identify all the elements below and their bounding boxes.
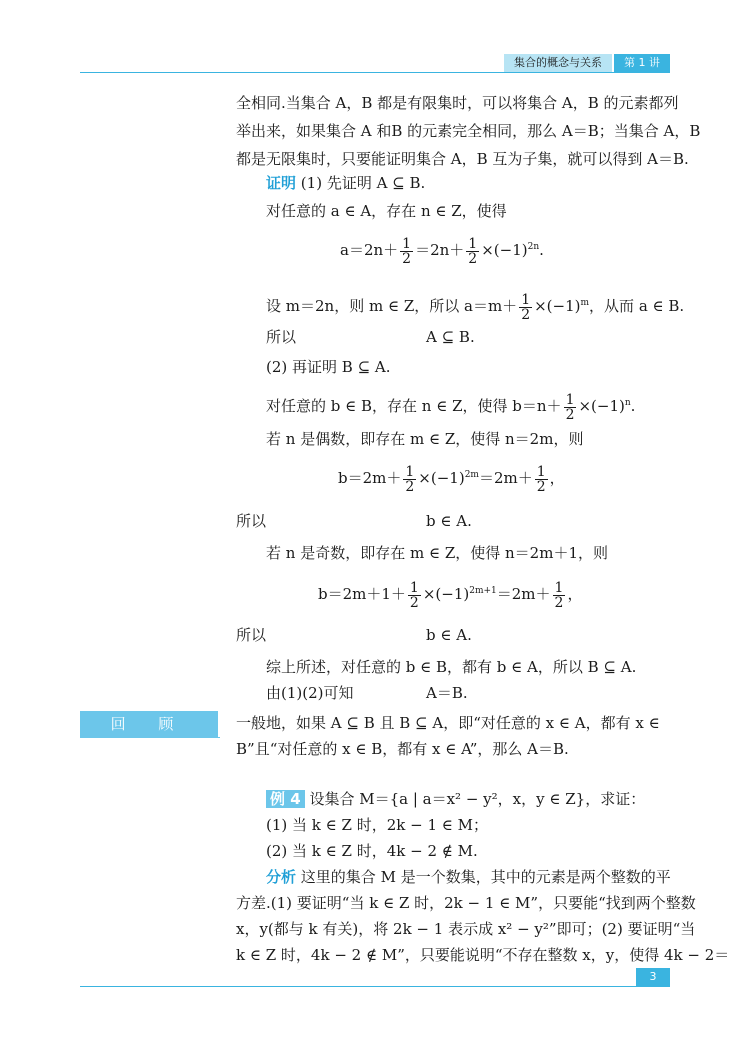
text-line: 综上所述，对任意的 b ∈ B，都有 b ∈ A，所以 B ⊆ A.	[266, 658, 637, 676]
fraction: $\frac{1}{2}$	[554, 579, 564, 611]
eq-part: b＝2m＋1＋	[318, 585, 406, 603]
running-header	[504, 54, 670, 72]
eq-part: a＝2n＋	[340, 241, 399, 259]
exponent: 2n	[527, 242, 540, 252]
eq-part: ＝2n＋	[415, 241, 465, 259]
fraction: $\frac{1}{2}$	[521, 291, 531, 323]
fraction: $\frac{1}{2}$	[402, 235, 412, 267]
eq-part: ，从而 a ∈ B.	[589, 297, 685, 315]
equation-3	[318, 580, 582, 610]
fraction: $\frac{1}{2}$	[405, 463, 415, 495]
lecture-badge: 第 1 讲	[614, 54, 670, 72]
eq-part: ×(−1)	[481, 241, 528, 259]
exponent: 2m+1	[469, 586, 497, 596]
fraction: $\frac{1}{2}$	[409, 579, 419, 611]
proof-line	[266, 172, 425, 194]
text-line: 若 n 是偶数，即存在 m ∈ Z，使得 n＝2m，则	[266, 430, 584, 448]
analysis-text: 这里的集合 M 是一个数集，其中的元素是两个整数的平	[300, 868, 671, 886]
equation-2	[338, 464, 565, 494]
fraction: $\frac{1}{2}$	[565, 391, 575, 423]
analysis-keyword: 分析	[266, 868, 297, 886]
result: A ⊆ B.	[426, 328, 475, 346]
text-line: 方差.(1) 要证明“当 k ∈ Z 时，2k − 1 ∈ M”，只要能“找到两个整数	[236, 894, 696, 912]
text-line: 全相同.当集合 A，B 都是有限集时，可以将集合 A，B 的元素都列	[236, 94, 679, 112]
fraction: $\frac{1}{2}$	[536, 463, 546, 495]
eq-part: b＝2m＋	[338, 469, 402, 487]
text-line: 所以	[266, 328, 297, 346]
page-number: 3	[636, 968, 670, 986]
text-line	[266, 292, 684, 322]
eq-part: ×(−1)	[534, 297, 581, 315]
eq-part: ×(−1)	[418, 469, 465, 487]
text-line: (2) 当 k ∈ Z 时，4k − 2 ∉ M.	[266, 842, 478, 860]
footer-rule	[80, 986, 670, 987]
text-line: 由(1)(2)可知	[266, 684, 354, 702]
section-title: 集合的概念与关系	[504, 54, 612, 72]
eq-part: ，	[549, 469, 565, 487]
result: b ∈ A.	[426, 512, 472, 530]
text-line: 对任意的 a ∈ A，存在 n ∈ Z，使得	[266, 202, 507, 220]
review-label: 回 顾	[80, 711, 218, 737]
text-line: x，y(都与 k 有关)，将 2k − 1 表示成 x² − y²”即可；(2) 要证明“当	[236, 920, 696, 938]
eq-part: ＝2m＋	[496, 585, 551, 603]
review-text: B”且“对任意的 x ∈ B，都有 x ∈ A”，那么 A＝B.	[236, 740, 569, 758]
example-line	[266, 788, 645, 810]
text-line: 所以	[236, 626, 267, 644]
example-text: 设集合 M＝{a | a＝x² − y²，x，y ∈ Z}，求证：	[309, 790, 646, 808]
eq-part: .	[630, 397, 636, 415]
text-line: (1) 当 k ∈ Z 时，2k − 1 ∈ M；	[266, 816, 488, 834]
equation-1	[340, 236, 544, 266]
proof-step-1: (1) 先证明 A ⊆ B.	[300, 174, 426, 192]
eq-part: ×(−1)	[578, 397, 625, 415]
review-rule	[80, 737, 220, 738]
header-rule	[80, 72, 670, 73]
proof-step-2: (2) 再证明 B ⊆ A.	[266, 358, 391, 376]
eq-part: ，	[567, 585, 583, 603]
text-line	[266, 392, 635, 422]
eq-part: .	[539, 241, 544, 259]
proof-keyword: 证明	[266, 174, 297, 192]
review-text: 一般地，如果 A ⊆ B 且 B ⊆ A，即“对任意的 x ∈ A，都有 x ∈	[236, 714, 660, 732]
eq-part: ×(−1)	[422, 585, 470, 603]
fraction: $\frac{1}{2}$	[468, 235, 478, 267]
text-line: 都是无限集时，只要能证明集合 A，B 互为子集，就可以得到 A＝B.	[236, 150, 689, 168]
eq-part: 设 m＝2n，则 m ∈ Z，所以 a＝m＋	[266, 297, 518, 315]
eq-part: 对任意的 b ∈ B，存在 n ∈ Z，使得 b＝n＋	[266, 397, 562, 415]
eq-part: ＝2m＋	[478, 469, 533, 487]
result: A＝B.	[426, 684, 468, 702]
text-line: 若 n 是奇数，即存在 m ∈ Z，使得 n＝2m＋1，则	[266, 544, 608, 562]
result: b ∈ A.	[426, 626, 472, 644]
exponent: 2m	[464, 470, 479, 480]
example-tag: 例 4	[266, 790, 305, 808]
text-line: 所以	[236, 512, 267, 530]
analysis-line	[266, 866, 671, 888]
exponent: n	[624, 398, 631, 408]
text-line: k ∈ Z 时，4k − 2 ∉ M”，只要能说明“不存在整数 x，y，使得 4k − 2＝	[236, 946, 730, 964]
exponent: m	[580, 298, 590, 308]
text-line: 举出来，如果集合 A 和B 的元素完全相同，那么 A＝B；当集合 A，B	[236, 122, 701, 140]
